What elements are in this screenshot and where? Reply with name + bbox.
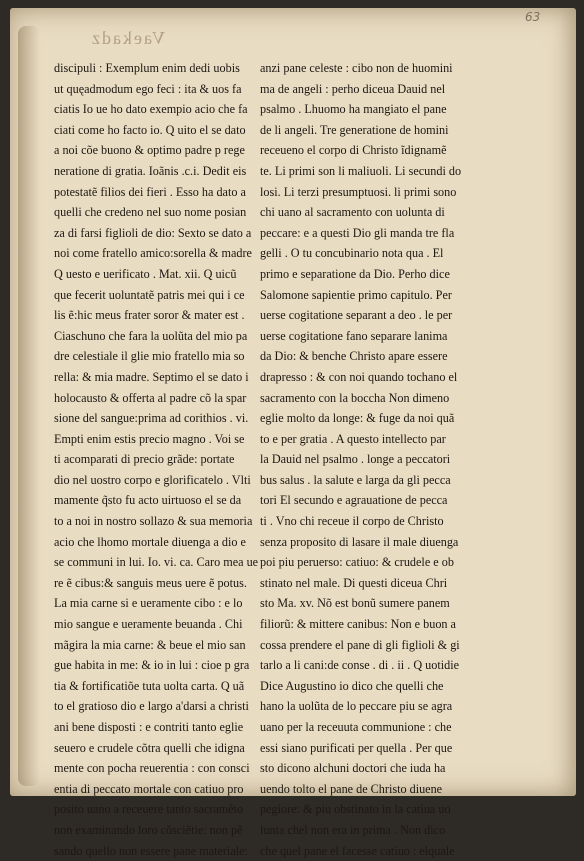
text-line: sacramento con la boccha Non dimeno [260, 390, 450, 405]
text-line: uerse cogitatione fano separare lanima [260, 328, 448, 343]
text-line: che quel pane el facesse catiuo : elquale [260, 843, 455, 858]
text-line: filiorũ: & mittere canibus: Non e buon a [260, 617, 456, 632]
text-line: Q uesto e uerificato . Mat. xii. Q uicũ [54, 266, 237, 281]
text-line: re ẽ cibus:& sanguis meus uere ẽ potus. [54, 575, 247, 590]
text-line: cossa prendere el pane di gli figlioli & gi [260, 637, 460, 652]
text-line: non examinando loro cõsciẽtie: non pẽ [54, 822, 243, 837]
text-line: acio che lhomo mortale diuenga a dio e [54, 534, 246, 549]
text-line: eglie molto da longe: & fuge da noi quã [260, 411, 455, 426]
text-line: lunta chel non era in prima . Non dico [260, 822, 446, 837]
text-line: neratione di gratia. Ioãnis .c.i. Dedit eis [54, 163, 247, 178]
text-line: uerse cogitatione separant a deo . le per [260, 308, 453, 323]
text-line: que fecerit uoluntatẽ patris mei qui i ce [54, 287, 245, 302]
text-line: mente con pocha reuerentia : con consci [54, 761, 250, 776]
text-line: drapresso : & con noi quando tochano el [260, 369, 458, 384]
text-line: Empti enim estis precio magno . Voi se [54, 431, 245, 446]
text-line: Salomone sapientie primo capitulo. Per [260, 287, 452, 302]
text-line: noi come fratello amico:sorella & madre [54, 246, 252, 261]
text-line: sto dicono alchuni doctori che iuda ha [260, 761, 446, 776]
text-line: tarlo a li cani:de conse . di . ii . Q uotidie [260, 658, 460, 673]
text-line: mio sangue e ueramente beuanda . Chi [54, 617, 243, 632]
text-line: lis ẽ:hic meus frater soror & mater est . [54, 308, 245, 323]
folio-number: 63 [525, 10, 541, 24]
text-line: de li angeli. Tre generatione de homini [260, 122, 449, 137]
text-line: gelli . O tu concubinario nota qua . El [260, 246, 444, 261]
text-line: poi piu peruerso: catiuo: & crudele e ob [260, 555, 454, 570]
text-line: entia di peccato mortale con catiuo pro [54, 781, 244, 796]
text-line: stinato nel male. Di questi diceua Chri [260, 575, 448, 590]
text-line: potestatẽ filios dei fieri . Esso ha dato a [54, 184, 246, 199]
text-line: ciati come ho facto io. Q uito el se dato [54, 122, 246, 137]
text-line: te. Li primi son li maliuoli. Li secundi do [260, 163, 462, 178]
text-line: za di farsi figlioli de dio: Sexto se dato a [54, 225, 252, 240]
text-line: sione del sangue:prima ad corithios . vi. [54, 411, 249, 426]
text-line: anzi pane celeste : cibo non de huomini [260, 61, 453, 75]
text-line: primo e separatione da Dio. Perho dice [260, 266, 450, 281]
text-line: sto Ma. xv. Nõ est bonũ sumere panem [260, 596, 450, 611]
text-line: la Dauid nel psalmo . longe a peccatori [260, 452, 451, 467]
text-line: holocausto & offerta al padre cõ la spar [54, 390, 247, 405]
text-line: pegiore: & piu obstinato in la catiua uo [260, 802, 451, 817]
text-line: a noi cõe buono & optimo padre p rege [54, 143, 245, 158]
text-line: receueno el corpo di Christo ĩdignamẽ [260, 143, 447, 158]
text-line: to a noi in nostro sollazo & sua memoria [54, 514, 253, 529]
text-line: hano la uolũta de lo peccare piu se agra [260, 699, 453, 714]
left-text-column [54, 58, 269, 861]
text-line: discipuli : Exemplum enim dedi uobis [54, 61, 240, 75]
text-line: ciatis Io ue ho dato exempio acio che fa [54, 102, 248, 117]
text-line: chi uano al sacramento con uolunta di [260, 205, 445, 220]
text-line: da Dio: & benche Christo apare essere [260, 349, 448, 364]
text-line: seuero e crudele cõtra quelli che idigna [54, 740, 245, 755]
text-line: mamente q̃sto fu acto uirtuoso el se da [54, 493, 242, 508]
text-line: dio nel uostro corpo e glorificatelo . Vlti [54, 472, 251, 487]
text-line: quelli che credeno nel suo nome posian [54, 205, 247, 220]
gutter-stain [18, 26, 40, 786]
text-line: ani bene disposti : e contriti tanto eglie [54, 720, 244, 734]
text-line: peccare: e a questi Dio gli manda tre fla [260, 225, 455, 240]
right-text-column [260, 58, 480, 861]
text-line: La mia carne si e ueramente cibo : e lo [54, 596, 243, 611]
text-line: senza proposito di lasare il male diuenga [260, 534, 459, 549]
text-line: se communi in lui. Io. vi. ca. Caro mea ue [54, 555, 259, 570]
text-line: Dice Augustino io dico che quelli che [260, 678, 444, 693]
text-line: ti acomparati di precio grãde: portate [54, 452, 235, 467]
text-line: losi. Li terzi presumptuosi. li primi sono [260, 184, 457, 199]
text-line: ma de angeli : perho diceua Dauid nel [260, 81, 446, 96]
text-line: psalmo . Lhuomo ha mangiato el pane [260, 102, 447, 117]
text-line: dre celestiale il glie mio fratello mia so [54, 349, 245, 364]
text-line: Ciaschuno che fara la uolũta del mio pa [54, 328, 248, 343]
book-page [10, 8, 576, 858]
text-line: uano per la receuuta communione : che [260, 720, 452, 734]
text-line: sando quello non essere pane materiale: [54, 843, 248, 858]
text-line: bus salus . la salute e larga da gli pecca [260, 472, 451, 487]
handwritten-annotation: Vaekadz [90, 28, 165, 48]
text-line: essi siano purificati per quella . Per que [260, 740, 453, 755]
text-line: posito uano a receuere tanto sacramẽto [54, 802, 244, 817]
text-line: tia & fortificatiõe tuta uolta carta. Q uã [54, 678, 245, 693]
text-line: to e per gratia . A questo intellecto par [260, 431, 446, 446]
text-line: to el gratioso dio e largo a'darsi a christi [54, 699, 249, 714]
text-line: tori El secundo e agrauatione de pecca [260, 493, 448, 508]
text-line: gue habita in me: & io in lui : cioe p gra [54, 658, 250, 673]
text-line: uendo tolto el pane de Christo diuene [260, 781, 443, 796]
text-line: mãgira la mia carne: & beue el mio san [54, 637, 246, 652]
text-line: ti . Vno chi receue il corpo de Christo [260, 514, 444, 529]
text-line: ut quęadmodum ego feci : ita & uos fa [54, 81, 242, 96]
text-line: rella: & mia madre. Septimo el se dato i [54, 369, 249, 384]
